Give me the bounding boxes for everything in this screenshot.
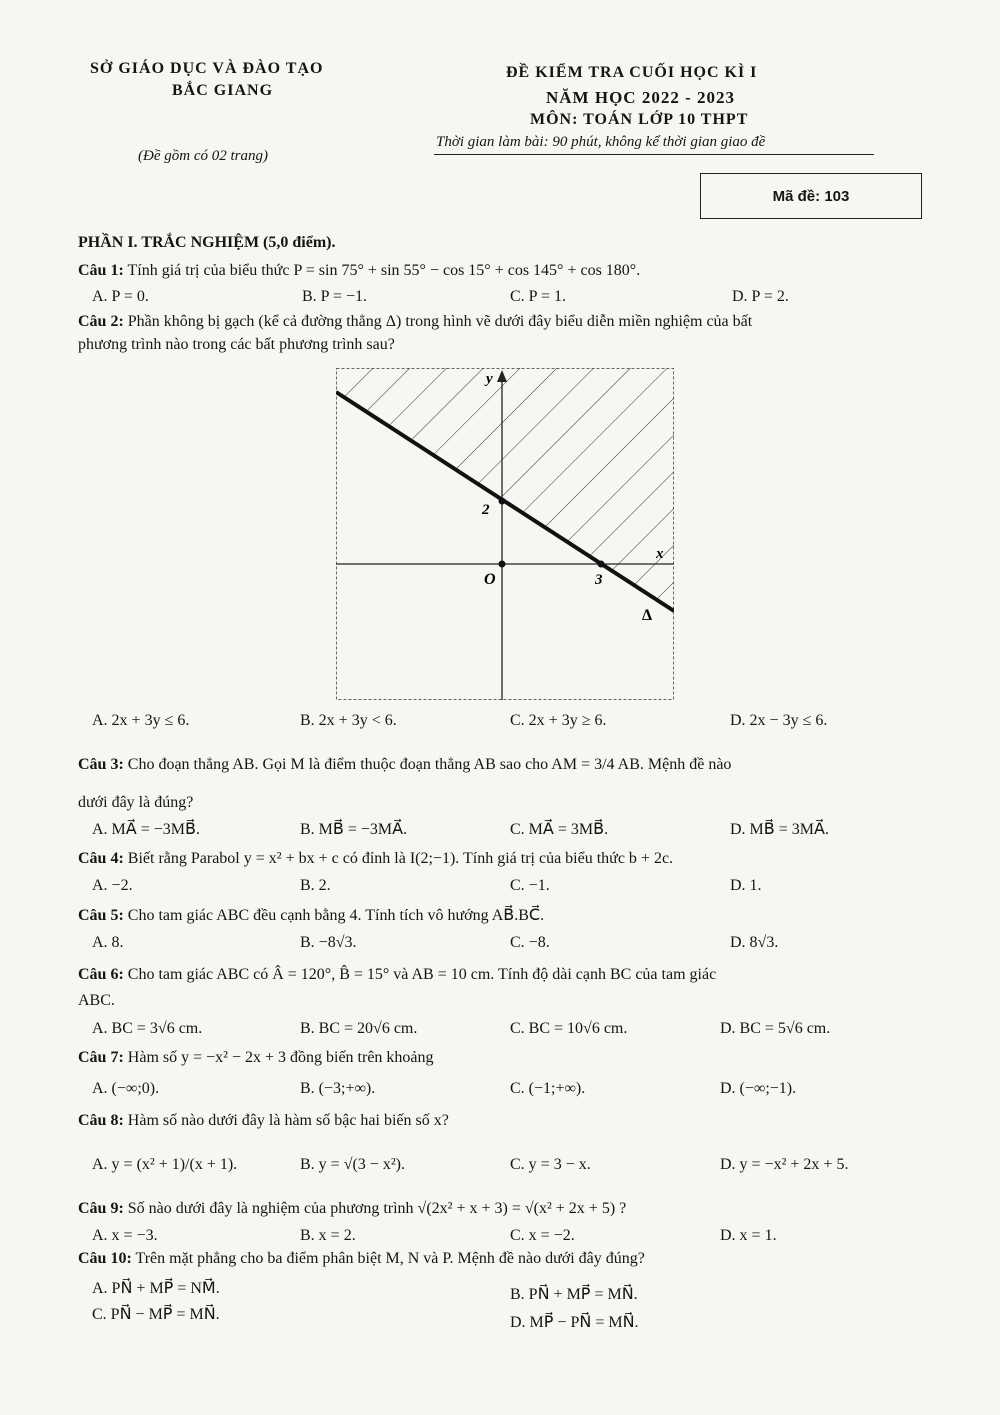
question-label: Câu 1: [78, 262, 124, 279]
question-text: Cho tam giác ABC có Â = 120°, B̂ = 15° và AB = 10 cm. Tính độ dài cạnh BC của tam giác [127, 966, 717, 983]
question-text: Phần không bị gạch (kể cả đường thẳng Δ) trong hình vẽ dưới đây biểu diễn miền nghiệm của bất [127, 313, 753, 330]
y-intercept-point [499, 498, 506, 505]
question-text: Số nào dưới đây là nghiệm của phương trình √(2x² + x + 3) = √(x² + 2x + 5) ? [127, 1200, 627, 1217]
question-text: Hàm số y = −x² − 2x + 3 đồng biến trên khoảng [127, 1049, 434, 1066]
q10-option-d: D. MP⃗ − PN⃗ = MN⃗. [510, 1314, 639, 1331]
q3-option-b: B. MB⃗ = −3MA⃗. [300, 821, 408, 838]
q5-option-b: B. −8√3. [300, 934, 357, 951]
y-intercept-label: 2 [482, 502, 490, 518]
subject-line: MÔN: TOÁN LỚP 10 THPT [530, 111, 749, 128]
question-9 [78, 1200, 626, 1218]
q10-option-b: B. PN⃗ + MP⃗ = MN⃗. [510, 1286, 638, 1303]
department-name: SỞ GIÁO DỤC VÀ ĐÀO TẠO [90, 60, 324, 77]
q4-option-d: D. 1. [730, 877, 762, 894]
q9-option-d: D. x = 1. [720, 1227, 777, 1244]
question-3 [78, 756, 731, 774]
q3-option-d: D. MB⃗ = 3MA⃗. [730, 821, 829, 838]
q10-option-c: C. PN⃗ − MP⃗ = MN⃗. [92, 1306, 220, 1323]
q8-option-a: A. y = (x² + 1)/(x + 1). [92, 1156, 238, 1173]
q7-option-b: B. (−3;+∞). [300, 1080, 376, 1097]
question-8 [78, 1112, 449, 1130]
q5-option-a: A. 8. [92, 934, 124, 951]
q4-option-a: A. −2. [92, 877, 133, 894]
q8-option-c: C. y = 3 − x. [510, 1156, 591, 1173]
x-axis-label: x [656, 546, 664, 562]
q6-option-b: B. BC = 20√6 cm. [300, 1020, 418, 1037]
x-intercept-label: 3 [595, 572, 603, 588]
q5-option-d: D. 8√3. [730, 934, 779, 951]
question-label: Câu 3: [78, 756, 124, 773]
question-2-text-cont: phương trình nào trong các bất phương trình sau? [78, 336, 395, 353]
question-4 [78, 850, 673, 868]
question-text: Tính giá trị của biểu thức P = sin 75° + sin 55° − cos 15° + cos 145° + cos 180°. [127, 262, 641, 279]
question-label: Câu 10: [78, 1250, 132, 1267]
origin-point [499, 561, 506, 568]
q5-option-c: C. −8. [510, 934, 550, 951]
hatched-region [336, 368, 674, 611]
exam-code: Mã đề: 103 [772, 187, 850, 205]
time-note: Thời gian làm bài: 90 phút, không kể thời gian giao đề [436, 134, 766, 150]
q9-option-c: C. x = −2. [510, 1227, 575, 1244]
inequality-graph [336, 368, 674, 700]
question-5 [78, 905, 544, 925]
q7-option-a: A. (−∞;0). [92, 1080, 160, 1097]
origin-label: O [484, 571, 496, 588]
q1-option-d: D. P = 2. [732, 288, 789, 305]
q2-option-b: B. 2x + 3y < 6. [300, 712, 397, 729]
header-rule [434, 154, 874, 155]
q6-option-d: D. BC = 5√6 cm. [720, 1020, 831, 1037]
q9-option-a: A. x = −3. [92, 1227, 158, 1244]
question-10 [78, 1250, 645, 1268]
q9-option-b: B. x = 2. [300, 1227, 356, 1244]
q2-option-d: D. 2x − 3y ≤ 6. [730, 712, 828, 729]
q3-option-c: C. MA⃗ = 3MB⃗. [510, 821, 609, 838]
q1-option-b: B. P = −1. [302, 288, 368, 305]
question-text: Cho đoạn thẳng AB. Gọi M là điểm thuộc đoạn thẳng AB sao cho AM = 3/4 AB. Mệnh đề nào [127, 756, 732, 773]
q4-option-b: B. 2. [300, 877, 331, 894]
q10-option-a: A. PN⃗ + MP⃗ = NM⃗. [92, 1280, 220, 1297]
x-intercept-point [598, 561, 605, 568]
q8-option-d: D. y = −x² + 2x + 5. [720, 1156, 849, 1173]
question-6-text-cont: ABC. [78, 992, 115, 1009]
question-label: Câu 5: [78, 907, 124, 924]
q2-option-a: A. 2x + 3y ≤ 6. [92, 712, 190, 729]
question-label: Câu 6: [78, 966, 124, 983]
question-text: Cho tam giác ABC đều cạnh bằng 4. Tính tích vô hướng AB⃗.BC⃗. [127, 907, 545, 924]
question-label: Câu 8: [78, 1112, 124, 1129]
section-title: PHẦN I. TRẮC NGHIỆM (5,0 điểm). [78, 234, 336, 251]
question-text: Biết rằng Parabol y = x² + bx + c có đỉnh là I(2;−1). Tính giá trị của biểu thức b + 2c. [127, 850, 674, 867]
question-text: Trên mặt phẳng cho ba điểm phân biệt M, N và P. Mệnh đề nào dưới đây đúng? [135, 1250, 645, 1267]
question-label: Câu 7: [78, 1049, 124, 1066]
school-year: NĂM HỌC 2022 - 2023 [546, 88, 735, 107]
q1-option-a: A. P = 0. [92, 288, 149, 305]
question-1 [78, 262, 640, 280]
q7-option-d: D. (−∞;−1). [720, 1080, 797, 1097]
y-axis-label: y [486, 371, 493, 387]
pages-note: (Đề gồm có 02 trang) [138, 148, 268, 164]
question-7 [78, 1049, 434, 1067]
question-label: Câu 9: [78, 1200, 124, 1217]
q6-option-c: C. BC = 10√6 cm. [510, 1020, 628, 1037]
q4-option-c: C. −1. [510, 877, 550, 894]
question-label: Câu 2: [78, 313, 124, 330]
province-name: BẮC GIANG [172, 82, 274, 99]
question-label: Câu 4: [78, 850, 124, 867]
q3-option-a: A. MA⃗ = −3MB⃗. [92, 821, 200, 838]
q1-option-c: C. P = 1. [510, 288, 566, 305]
q6-option-a: A. BC = 3√6 cm. [92, 1020, 203, 1037]
q7-option-c: C. (−1;+∞). [510, 1080, 586, 1097]
q8-option-b: B. y = √(3 − x²). [300, 1156, 405, 1173]
q2-option-c: C. 2x + 3y ≥ 6. [510, 712, 607, 729]
question-2 [78, 313, 752, 331]
line-delta-label: Δ [642, 607, 653, 624]
exam-code-box [700, 173, 922, 219]
question-text: Hàm số nào dưới đây là hàm số bậc hai biến số x? [127, 1112, 449, 1129]
question-3-text-cont: dưới đây là đúng? [78, 794, 194, 811]
question-6 [78, 966, 716, 984]
exam-title: ĐỀ KIỂM TRA CUỐI HỌC KÌ I [506, 64, 758, 81]
